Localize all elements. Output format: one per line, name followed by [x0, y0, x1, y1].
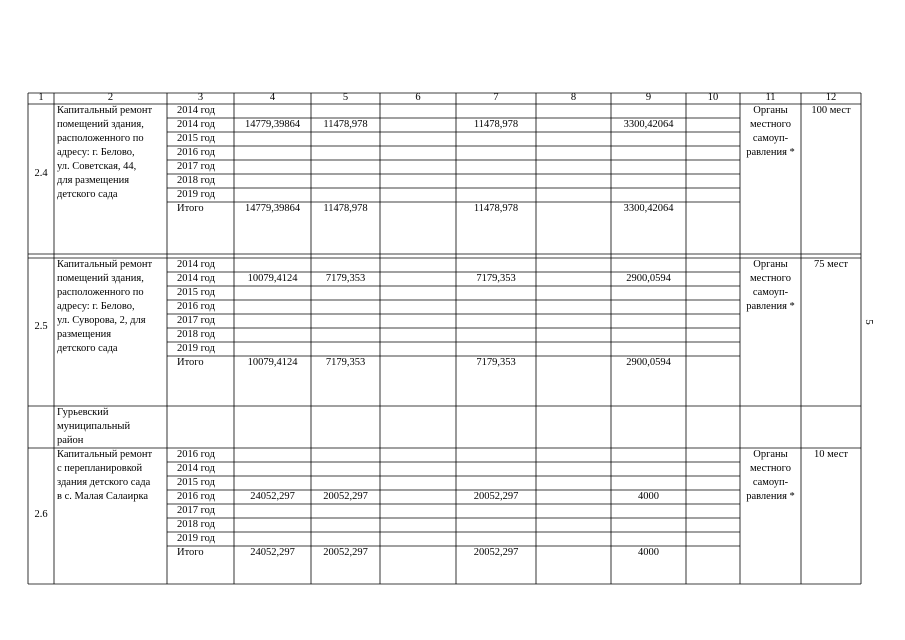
year-label: 2018 год	[177, 175, 215, 186]
description-line: помещений здания,	[57, 273, 144, 284]
amount-c4: 24052,297	[250, 491, 295, 502]
district-name: муниципальный	[57, 421, 131, 432]
description-line: ул. Суворова, 2, для	[57, 315, 146, 326]
amount-c9: 2900,0594	[626, 273, 671, 284]
amount-c9: 3300,42064	[623, 203, 674, 214]
total-label: Итого	[177, 547, 204, 558]
responsible-org: Органы	[753, 259, 788, 270]
year-label: 2015 год	[177, 133, 215, 144]
amount-c7: 20052,297	[473, 491, 519, 502]
year-label: 2017 год	[177, 315, 215, 326]
responsible-org: Органы	[753, 449, 788, 460]
amount-c7: 11478,978	[473, 119, 519, 130]
amount-c4: 14779,39864	[244, 119, 301, 130]
page-number: 5	[862, 319, 875, 325]
column-header-2: 2	[107, 92, 114, 103]
year-label: 2016 год	[177, 449, 215, 460]
year-label: 2014 год	[177, 463, 215, 474]
description-line: адресу: г. Белово,	[57, 301, 135, 312]
column-header-8: 8	[570, 92, 577, 103]
column-header-5: 5	[342, 92, 349, 103]
year-label: 2015 год	[177, 287, 215, 298]
total-label: Итого	[177, 357, 204, 368]
column-header-7: 7	[493, 92, 499, 103]
responsible-org: местного	[750, 463, 791, 474]
year-label: 2018 год	[177, 329, 215, 340]
year-label: 2018 год	[177, 519, 215, 530]
year-label: 2016 год	[177, 147, 215, 158]
year-label: 2014 год	[177, 119, 215, 130]
amount-c4: 14779,39864	[244, 203, 301, 214]
description-line: ул. Советская, 44,	[57, 161, 137, 172]
year-label: 2019 год	[177, 533, 215, 544]
total-label: Итого	[177, 203, 204, 214]
description-line: размещения	[57, 329, 112, 340]
amount-c7: 7179,353	[476, 357, 516, 368]
amount-c9: 3300,42064	[623, 119, 674, 130]
description-line: детского сада	[57, 189, 118, 200]
amount-c7: 20052,297	[473, 547, 519, 558]
column-header-6: 6	[415, 92, 421, 103]
description-line: расположенного по	[57, 133, 144, 144]
responsible-org: самоуп-	[752, 287, 789, 298]
year-label: 2017 год	[177, 161, 215, 172]
year-label: 2014 год	[177, 259, 215, 270]
amount-c4: 10079,4124	[247, 273, 298, 284]
column-header-3: 3	[197, 92, 204, 103]
amount-c4: 10079,4124	[247, 357, 298, 368]
responsible-org: Органы	[753, 105, 788, 116]
district-name: район	[57, 435, 84, 446]
year-label: 2014 год	[177, 273, 215, 284]
year-label: 2017 год	[177, 505, 215, 516]
description-line: в с. Малая Салаирка	[57, 491, 149, 502]
capacity: 75 мест	[814, 259, 848, 270]
row-number: 2.5	[34, 321, 48, 332]
column-header-11: 11	[765, 92, 776, 103]
responsible-org: равления *	[746, 301, 795, 312]
column-header-10: 10	[707, 92, 719, 103]
year-label: 2016 год	[177, 301, 215, 312]
year-label: 2014 год	[177, 105, 215, 116]
description-line: Капитальный ремонт	[57, 105, 153, 116]
row-number: 2.4	[34, 168, 48, 179]
description-line: для размещения	[57, 175, 130, 186]
description-line: детского сада	[57, 343, 118, 354]
description-line: расположенного по	[57, 287, 144, 298]
description-line: здания детского сада	[57, 477, 151, 488]
amount-c9: 2900,0594	[626, 357, 671, 368]
amount-c5: 11478,978	[323, 203, 368, 214]
description-line: помещений здания,	[57, 119, 144, 130]
amount-c4: 24052,297	[250, 547, 295, 558]
description-line: с перепланировкой	[57, 463, 143, 474]
year-label: 2019 год	[177, 343, 215, 354]
responsible-org: самоуп-	[752, 133, 789, 144]
district-name: Гурьевский	[57, 407, 109, 418]
responsible-org: самоуп-	[752, 477, 789, 488]
amount-c5: 20052,297	[323, 547, 368, 558]
capacity: 10 мест	[814, 449, 848, 460]
column-header-1: 1	[38, 92, 44, 103]
responsible-org: местного	[750, 119, 791, 130]
amount-c5: 11478,978	[323, 119, 368, 130]
amount-c5: 7179,353	[325, 357, 366, 368]
column-header-12: 12	[825, 92, 837, 103]
amount-c5: 7179,353	[325, 273, 366, 284]
year-label: 2016 год	[177, 491, 215, 502]
amount-c9: 4000	[638, 547, 659, 558]
year-label: 2015 год	[177, 477, 215, 488]
capacity: 100 мест	[811, 105, 851, 116]
responsible-org: равления *	[746, 147, 795, 158]
amount-c7: 7179,353	[476, 273, 516, 284]
column-header-4: 4	[269, 92, 276, 103]
row-number: 2.6	[34, 509, 48, 520]
amount-c9: 4000	[638, 491, 659, 502]
column-header-9: 9	[645, 92, 652, 103]
amount-c7: 11478,978	[473, 203, 519, 214]
amount-c5: 20052,297	[323, 491, 368, 502]
description-line: Капитальный ремонт	[57, 449, 153, 460]
description-line: адресу: г. Белово,	[57, 147, 135, 158]
responsible-org: равления *	[746, 491, 795, 502]
year-label: 2019 год	[177, 189, 215, 200]
description-line: Капитальный ремонт	[57, 259, 153, 270]
responsible-org: местного	[750, 273, 791, 284]
